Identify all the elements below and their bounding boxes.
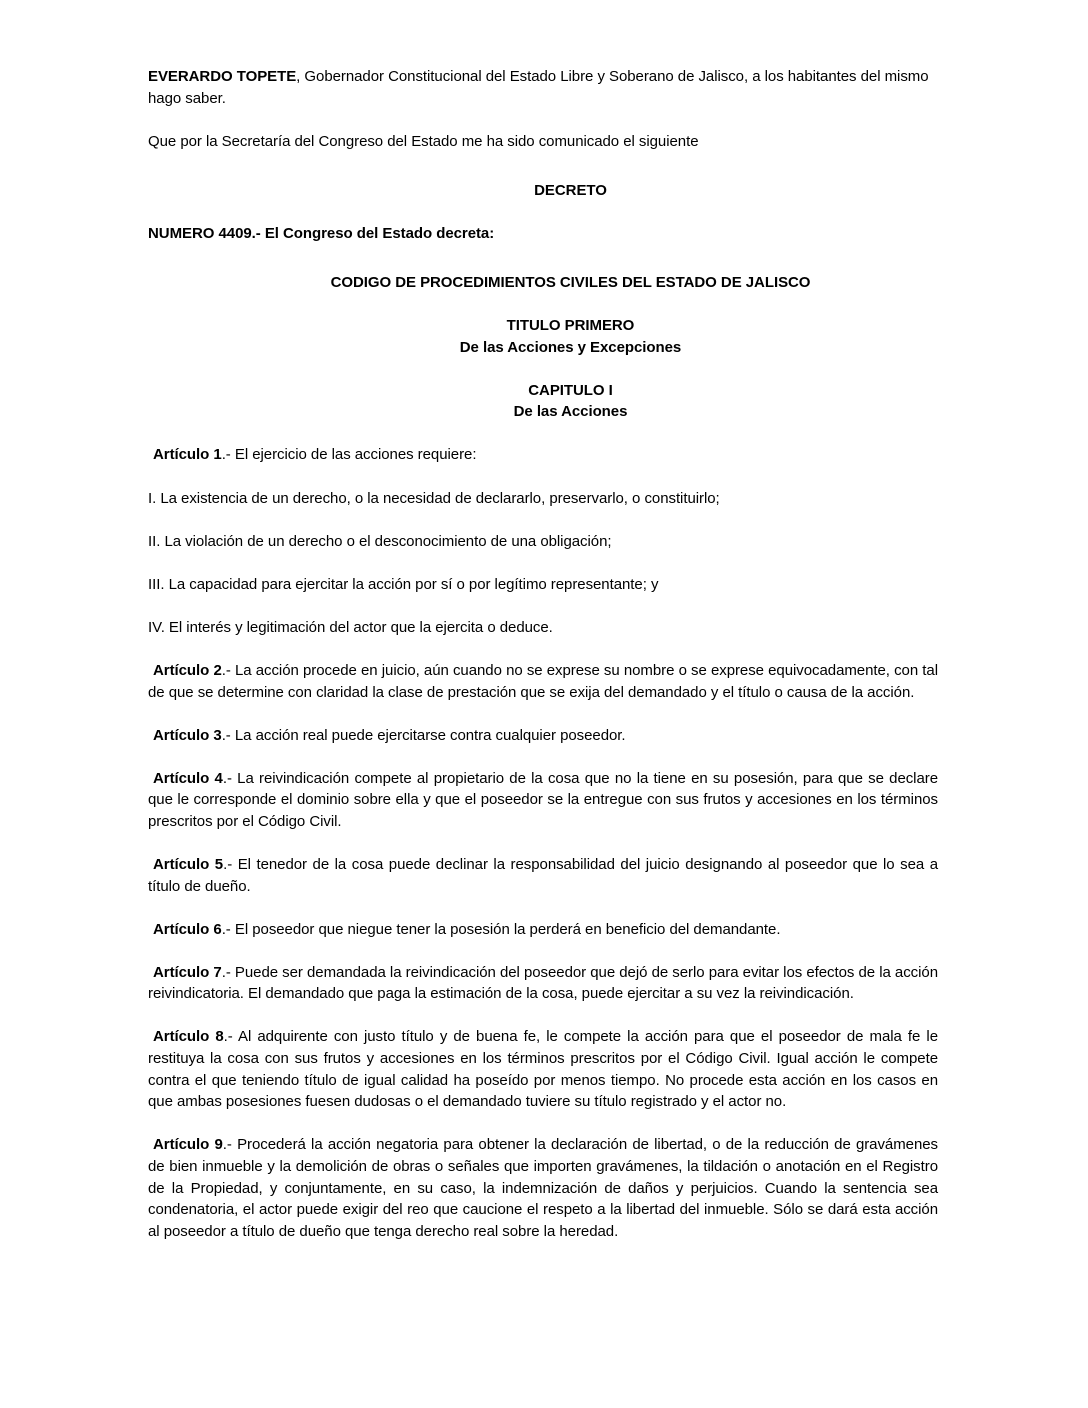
heading-capitulo-uno: CAPITULO I (528, 381, 613, 399)
article-7-separator: .- (221, 963, 235, 981)
decree-number-text: NUMERO 4409.- El Congreso del Estado decreta: (148, 224, 495, 242)
heading-capitulo-uno-subtitle: De las Acciones (513, 403, 628, 421)
article-9-text: Procederá la acción negatoria para obtener la declaración de libertad, o de la reducción de gravámenes de bien inmueble y la demolición de obras o señales que importen gravámenes, la tildación o anotación en el Registro de la Propiedad, y conjuntamente, en su caso, la indemnización de daños y perjuicios. Cuando la sentencia sea condenatoria, el actor puede exigir del reo que caucione el respeto a la libertad del inmueble. Sólo se dará esta acción al poseedor a título de dueño que tenga derecho real sobre la heredad. (148, 1136, 938, 1240)
article-2-text: La acción procede en juicio, aún cuando no se exprese su nombre o se exprese equivocadamente, con tal de que se determine con claridad la clase de prestación que se exija del demandado y el título o causa de la acción. (148, 661, 938, 701)
article-1-clause-iii: III. La capacidad para ejercitar la acción por sí o por legítimo representante; y (148, 575, 659, 593)
article-1-clause-iv: IV. El interés y legitimación del actor que la ejercita o deduce. (148, 618, 553, 636)
article-8 (148, 1026, 938, 1112)
article-7-label: Artículo 7 (153, 963, 222, 981)
article-5 (148, 854, 938, 897)
proclamation-text: , Gobernador Constitucional del Estado Libre y Soberano de Jalisco, a los habitantes del mismo hago saber. (148, 68, 929, 107)
article-1-clause-ii: II. La violación de un derecho o el desconocimiento de una obligación; (148, 532, 612, 550)
heading-block-capitulo-uno (148, 380, 938, 423)
article-1-text: El ejercicio de las acciones requiere: (234, 446, 477, 464)
article-2 (148, 660, 938, 703)
heading-titulo-primero: TITULO PRIMERO (506, 317, 635, 335)
preamble-proclamation (148, 66, 938, 109)
article-8-label: Artículo 8 (153, 1028, 224, 1046)
article-9-label: Artículo 9 (153, 1136, 223, 1154)
article-1-clause-i: I. La existencia de un derecho, o la necesidad de declararlo, preservarlo, o constituirlo; (148, 489, 720, 507)
preamble-communication: Que por la Secretaría del Congreso del Estado me ha sido comunicado el siguiente (148, 132, 699, 150)
article-7-text: Puede ser demandada la reivindicación del poseedor que dejó de serlo para evitar los efectos de la acción reivindicatoria. El demandado que paga la estimación de la cosa, puede ejercitar a su vez la reivindicación. (148, 963, 938, 1003)
article-4-separator: .- (222, 769, 238, 787)
article-9 (148, 1134, 938, 1242)
article-8-separator: .- (223, 1028, 239, 1046)
article-4-label: Artículo 4 (153, 769, 223, 787)
article-3-text: La acción real puede ejercitarse contra cualquier poseedor. (234, 726, 626, 744)
article-6-separator: .- (221, 920, 235, 938)
article-2-separator: .- (221, 661, 235, 679)
article-1-separator: .- (221, 446, 235, 464)
article-6-label: Artículo 6 (153, 920, 222, 938)
article-1 (148, 444, 938, 466)
document-body (148, 66, 938, 1264)
article-6 (148, 919, 938, 941)
heading-code-title: CODIGO DE PROCEDIMIENTOS CIVILES DEL ESTADO DE JALISCO (330, 273, 811, 291)
article-1-label: Artículo 1 (153, 446, 222, 464)
article-3-separator: .- (221, 726, 235, 744)
article-3-label: Artículo 3 (153, 726, 222, 744)
officer-name: EVERARDO TOPETE (148, 68, 297, 85)
decree-number-line (148, 223, 938, 245)
article-7 (148, 962, 938, 1005)
article-6-text: El poseedor que niegue tener la posesión la perderá en beneficio del demandante. (234, 920, 781, 938)
article-8-text: Al adquirente con justo título y de buena fe, le compete la acción para que el poseedor de mala fe le restituya la cosa con sus frutos y accesiones en los términos prescritos por el Código Civil. Igual acción le compete contra el que teniendo título de igual calidad ha poseído por menos tiempo. No procede esta acción en los casos en que ambas posesiones fuesen dudosas o el demandado tuviere su título registrado y el actor no. (148, 1028, 939, 1111)
article-5-label: Artículo 5 (153, 855, 224, 873)
heading-block-titulo-primero (148, 315, 938, 358)
article-9-separator: .- (222, 1136, 238, 1154)
article-3 (148, 725, 938, 747)
article-4 (148, 768, 938, 833)
heading-decreto: DECRETO (534, 181, 607, 199)
heading-titulo-primero-subtitle: De las Acciones y Excepciones (459, 338, 682, 356)
article-2-label: Artículo 2 (153, 661, 222, 679)
article-5-text: El tenedor de la cosa puede declinar la responsabilidad del juicio designando al poseedor que lo sea a título de dueño. (148, 855, 938, 895)
article-5-separator: .- (223, 855, 238, 873)
article-4-text: La reivindicación compete al propietario de la cosa que no la tiene en su posesión, para que se declare que le corresponde el dominio sobre ella y que el poseedor se la entregue con sus frutos y accesiones en los términos prescritos por el Código Civil. (148, 769, 938, 830)
